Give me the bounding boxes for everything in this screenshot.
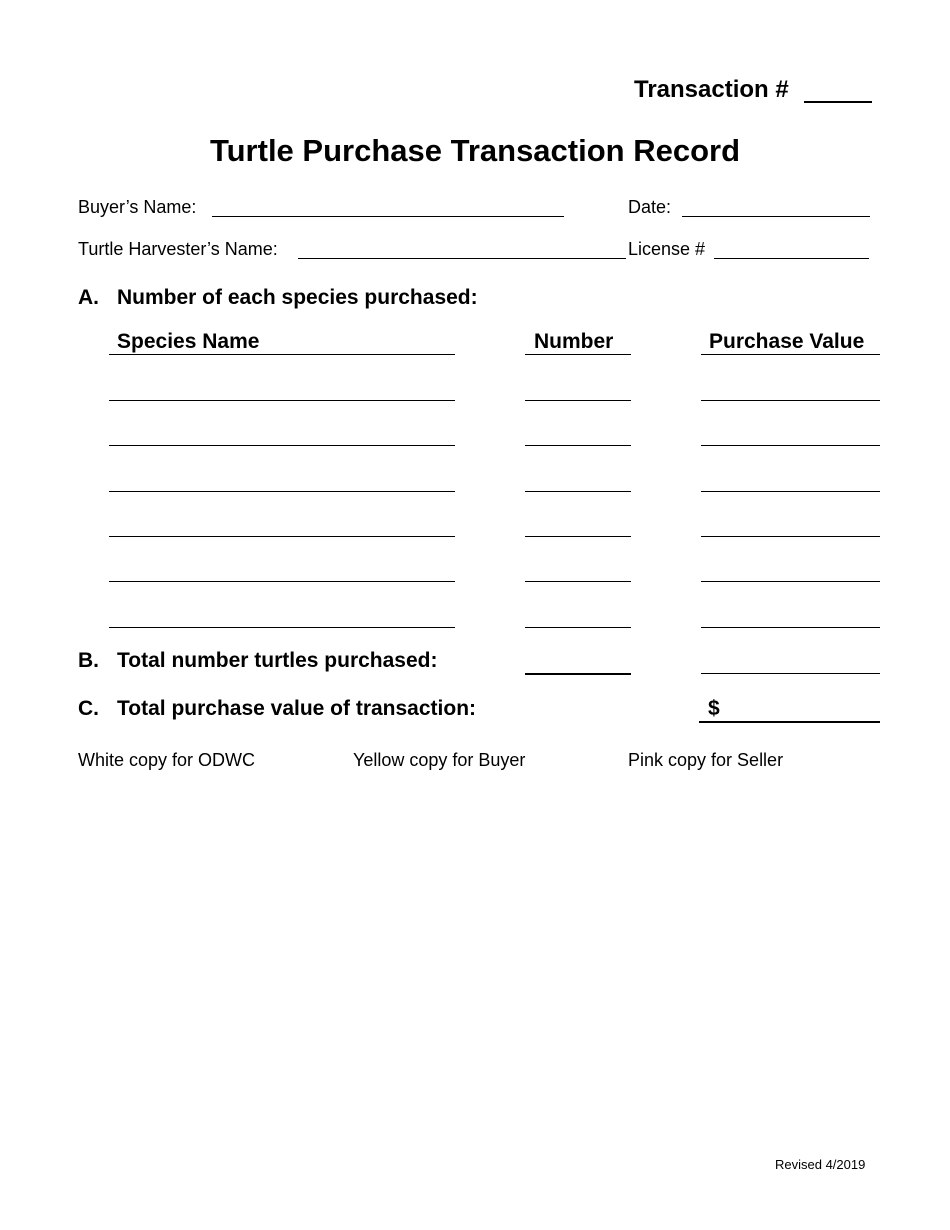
transaction-number-label: Transaction #: [634, 76, 789, 103]
species-number-field[interactable]: [525, 581, 631, 582]
section-b-label: Total number turtles purchased:: [117, 649, 438, 672]
section-a-heading: [78, 286, 478, 310]
species-name-field[interactable]: [109, 627, 455, 628]
column-header-number: Number: [534, 330, 614, 353]
species-number-field[interactable]: [525, 627, 631, 628]
section-b-letter: B.: [78, 649, 99, 672]
section-a-letter: A.: [78, 286, 99, 309]
revision-date: Revised 4/2019: [775, 1157, 866, 1172]
date-label: Date:: [628, 197, 672, 217]
section-b-heading: [78, 649, 438, 673]
column-header-number-underline: [525, 354, 631, 355]
species-name-field[interactable]: [109, 400, 455, 401]
species-name-field[interactable]: [109, 445, 455, 446]
harvester-name-field[interactable]: [298, 258, 626, 259]
total-purchase-value-field[interactable]: [699, 721, 880, 723]
species-number-field[interactable]: [525, 491, 631, 492]
species-value-field[interactable]: [701, 536, 880, 537]
currency-symbol: $: [708, 697, 720, 720]
copy-white-note: White copy for ODWC: [78, 750, 256, 770]
buyer-name-field[interactable]: [212, 216, 564, 217]
license-field[interactable]: [714, 258, 869, 259]
harvester-name-label: Turtle Harvester’s Name:: [78, 239, 278, 259]
species-name-field[interactable]: [109, 491, 455, 492]
section-c-label: Total purchase value of transaction:: [117, 697, 477, 720]
column-header-value-underline: [701, 354, 880, 355]
species-value-field[interactable]: [701, 581, 880, 582]
species-value-field[interactable]: [701, 491, 880, 492]
species-number-field[interactable]: [525, 445, 631, 446]
buyer-name-label: Buyer’s Name:: [78, 197, 197, 217]
column-header-species-underline: [109, 354, 455, 355]
transaction-number-field[interactable]: [804, 101, 872, 103]
section-c-letter: C.: [78, 697, 99, 720]
species-number-field[interactable]: [525, 400, 631, 401]
species-name-field[interactable]: [109, 581, 455, 582]
copy-pink-note: Pink copy for Seller: [628, 750, 784, 770]
date-field[interactable]: [682, 216, 870, 217]
species-value-field[interactable]: [701, 445, 880, 446]
species-value-field[interactable]: [701, 627, 880, 628]
species-number-field[interactable]: [525, 536, 631, 537]
license-label: License #: [628, 239, 706, 259]
column-header-species: Species Name: [117, 330, 260, 353]
section-c-heading: [78, 697, 476, 721]
total-number-field[interactable]: [525, 673, 631, 675]
species-name-field[interactable]: [109, 536, 455, 537]
column-header-purchase-value: Purchase Value: [709, 330, 865, 353]
total-number-value-field[interactable]: [701, 673, 880, 674]
copy-yellow-note: Yellow copy for Buyer: [353, 750, 526, 770]
page-title: Turtle Purchase Transaction Record: [209, 133, 741, 168]
species-value-field[interactable]: [701, 400, 880, 401]
section-a-label: Number of each species purchased:: [117, 286, 478, 309]
